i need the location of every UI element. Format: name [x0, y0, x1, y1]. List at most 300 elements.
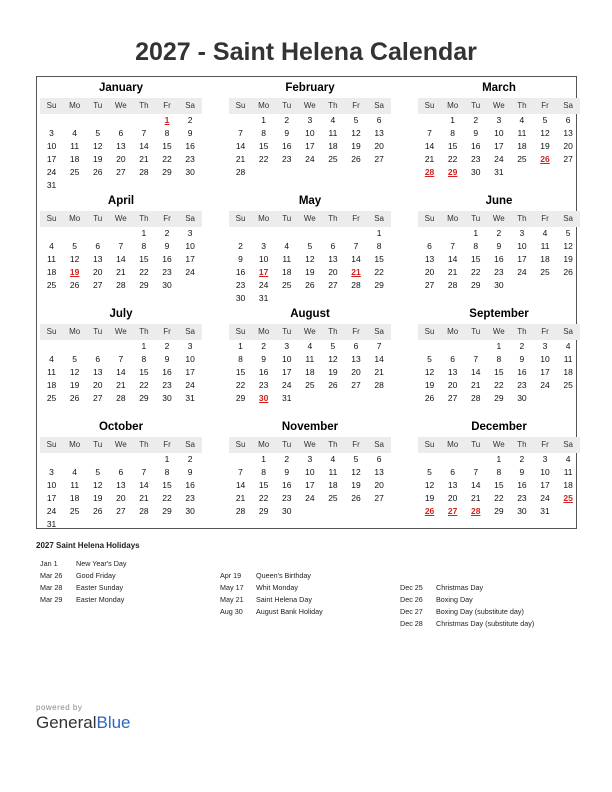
- holiday-list-column: [40, 558, 127, 606]
- day-cell: 16: [494, 254, 504, 264]
- day-cell: 3: [49, 128, 54, 138]
- empty-cell: [229, 227, 252, 240]
- empty-cell: [418, 114, 441, 127]
- weekday-header: [418, 437, 580, 453]
- day-cell: 3: [261, 241, 266, 251]
- day-grid: [229, 114, 391, 179]
- day-cell: 23: [494, 267, 504, 277]
- weekday-label: Fr: [541, 327, 549, 336]
- day-cell: 26: [540, 154, 550, 164]
- day-cell: 29: [162, 167, 172, 177]
- day-cell: 5: [307, 241, 313, 251]
- day-cell: 3: [542, 454, 548, 464]
- day-cell: 26: [328, 380, 338, 390]
- day-cell: 9: [473, 128, 479, 138]
- day-cell: 11: [70, 141, 80, 151]
- empty-cell: [344, 227, 367, 240]
- day-cell: 2: [496, 228, 502, 238]
- day-cell: 13: [374, 467, 384, 477]
- weekday-label: Th: [517, 440, 527, 449]
- day-cell: 24: [494, 154, 504, 164]
- weekday-label: Mo: [258, 327, 270, 336]
- day-cell: 6: [118, 128, 124, 138]
- day-cell: 7: [450, 241, 455, 251]
- day-cell: 27: [328, 280, 338, 290]
- weekday-label: Mo: [258, 440, 270, 449]
- empty-cell: [441, 453, 464, 466]
- day-cell: 6: [427, 241, 432, 251]
- day-cell: 11: [540, 241, 550, 251]
- day-cell: 1: [141, 341, 147, 351]
- day-cell: 28: [116, 280, 126, 290]
- day-cell: 12: [424, 480, 435, 490]
- day-cell: 29: [258, 506, 269, 516]
- day-cell: 12: [69, 254, 80, 264]
- day-cell: 6: [565, 115, 571, 125]
- day-cell: 8: [473, 241, 479, 251]
- day-cell: 6: [376, 115, 382, 125]
- holiday-name: Queen's Birthday: [256, 571, 311, 580]
- day-cell: 1: [164, 115, 170, 125]
- day-cell: 19: [305, 267, 315, 277]
- day-cell: 13: [93, 254, 103, 264]
- weekday-label: Th: [328, 327, 338, 336]
- day-cell: 5: [330, 341, 336, 351]
- day-cell: 16: [471, 141, 481, 151]
- day-cell: 28: [116, 393, 126, 403]
- day-cell: 24: [305, 154, 315, 164]
- day-cell: 3: [307, 454, 313, 464]
- day-cell: 10: [494, 128, 504, 138]
- weekday-label: We: [114, 327, 127, 336]
- day-cell: 23: [517, 380, 527, 390]
- day-cell: 12: [351, 128, 361, 138]
- day-cell: 13: [424, 254, 435, 264]
- day-cell: 15: [258, 141, 269, 151]
- empty-cell: [252, 227, 275, 240]
- day-cell: 4: [72, 128, 77, 138]
- empty-cell: [132, 453, 155, 466]
- weekday-header: [40, 211, 202, 227]
- day-cell: 14: [235, 141, 246, 151]
- day-cell: 18: [46, 380, 57, 390]
- day-cell: 23: [258, 380, 269, 390]
- day-cell: 8: [376, 241, 382, 251]
- day-cell: 10: [258, 254, 269, 264]
- day-cell: 30: [235, 293, 246, 303]
- day-cell: 15: [471, 254, 481, 264]
- day-cell: 26: [424, 506, 435, 516]
- day-cell: 5: [72, 241, 77, 251]
- day-grid: [40, 453, 202, 531]
- day-cell: 31: [494, 167, 504, 177]
- day-cell: 25: [328, 154, 338, 164]
- holiday-date: Jan 1: [40, 559, 58, 568]
- day-cell: 26: [305, 280, 315, 290]
- weekday-label: Su: [235, 214, 246, 223]
- day-cell: 30: [517, 393, 527, 403]
- empty-cell: [464, 340, 487, 353]
- day-cell: 8: [141, 241, 147, 251]
- day-cell: 22: [235, 380, 246, 390]
- holiday-name: Whit Monday: [256, 583, 298, 592]
- day-cell: 12: [93, 480, 103, 490]
- day-cell: 12: [69, 367, 80, 377]
- day-cell: 5: [427, 467, 432, 477]
- day-cell: 11: [328, 467, 338, 477]
- day-cell: 20: [374, 480, 384, 490]
- weekday-label: Mo: [258, 214, 270, 223]
- holiday-row: [400, 582, 534, 594]
- month-name: July: [109, 308, 133, 320]
- holiday-row: [40, 582, 127, 594]
- day-cell: 20: [374, 141, 384, 151]
- weekday-label: Fr: [352, 214, 360, 223]
- day-cell: 10: [540, 354, 550, 364]
- day-cell: 7: [353, 241, 359, 251]
- weekday-label: Su: [235, 440, 246, 449]
- day-cell: 18: [69, 154, 80, 164]
- holiday-name: Boxing Day (substitute day): [436, 607, 524, 616]
- day-cell: 13: [116, 480, 126, 490]
- day-cell: 24: [185, 380, 195, 390]
- day-cell: 23: [185, 154, 195, 164]
- day-grid: [229, 453, 391, 518]
- day-cell: 21: [116, 380, 126, 390]
- day-cell: 24: [305, 493, 315, 503]
- day-cell: 23: [162, 267, 172, 277]
- day-cell: 15: [162, 141, 172, 151]
- day-cell: 4: [565, 341, 571, 351]
- day-cell: 15: [494, 480, 504, 490]
- day-cell: 12: [540, 128, 550, 138]
- holiday-row: [220, 582, 323, 594]
- day-cell: 22: [258, 154, 269, 164]
- day-cell: 8: [238, 354, 243, 364]
- day-cell: 7: [427, 128, 432, 138]
- day-cell: 12: [424, 367, 435, 377]
- day-cell: 6: [330, 241, 336, 251]
- holiday-date: Mar 29: [40, 595, 63, 604]
- day-cell: 27: [374, 493, 384, 503]
- day-cell: 4: [565, 454, 571, 464]
- weekday-label: Tu: [93, 101, 103, 110]
- day-cell: 11: [47, 254, 56, 264]
- day-cell: 7: [118, 354, 124, 364]
- day-cell: 8: [450, 128, 455, 138]
- day-cell: 29: [139, 393, 149, 403]
- day-cell: 2: [164, 228, 170, 238]
- day-cell: 20: [424, 267, 435, 277]
- month-name: March: [482, 82, 516, 94]
- weekday-label: Fr: [541, 101, 549, 110]
- day-cell: 2: [238, 241, 243, 251]
- day-cell: 12: [328, 354, 338, 364]
- weekday-label: Su: [424, 214, 435, 223]
- day-cell: 21: [424, 154, 435, 164]
- day-cell: 10: [46, 480, 57, 490]
- day-cell: 2: [164, 341, 170, 351]
- day-cell: 11: [282, 254, 292, 264]
- day-cell: 29: [447, 167, 458, 177]
- day-cell: 20: [93, 267, 103, 277]
- weekday-label: Th: [139, 101, 149, 110]
- day-cell: 17: [282, 367, 292, 377]
- holiday-row: [400, 618, 534, 630]
- day-cell: 19: [69, 380, 80, 390]
- weekday-label: Sa: [563, 101, 573, 110]
- day-cell: 7: [238, 467, 243, 477]
- day-cell: 12: [305, 254, 315, 264]
- day-cell: 10: [185, 354, 195, 364]
- day-cell: 21: [351, 267, 361, 277]
- day-cell: 28: [139, 167, 149, 177]
- weekday-label: Tu: [93, 214, 103, 223]
- holiday-date: Apr 19: [220, 571, 242, 580]
- day-cell: 2: [261, 341, 266, 351]
- empty-cell: [275, 227, 298, 240]
- day-cell: 25: [46, 280, 57, 290]
- day-cell: 6: [450, 467, 455, 477]
- day-cell: 7: [141, 467, 147, 477]
- weekday-label: Mo: [447, 101, 459, 110]
- day-cell: 25: [69, 167, 80, 177]
- empty-cell: [40, 227, 63, 240]
- day-cell: 18: [69, 493, 80, 503]
- empty-cell: [109, 227, 132, 240]
- day-cell: 28: [447, 280, 458, 290]
- brand-logo: [36, 703, 131, 733]
- generalblue-wordmark: [36, 713, 131, 733]
- day-cell: 24: [540, 493, 550, 503]
- day-cell: 19: [69, 267, 80, 277]
- weekday-label: We: [303, 327, 316, 336]
- weekday-label: Sa: [563, 214, 573, 223]
- day-cell: 31: [282, 393, 292, 403]
- brand-general: General: [36, 713, 97, 732]
- weekday-header: [418, 324, 580, 340]
- day-cell: 25: [563, 493, 573, 503]
- day-cell: 28: [424, 167, 435, 177]
- empty-cell: [86, 114, 109, 127]
- weekday-label: Sa: [185, 327, 195, 336]
- empty-cell: [40, 340, 63, 353]
- day-cell: 21: [116, 267, 126, 277]
- holiday-row: [400, 606, 534, 618]
- day-cell: 30: [185, 506, 195, 516]
- day-cell: 15: [139, 367, 149, 377]
- empty-cell: [86, 227, 109, 240]
- day-cell: 12: [93, 141, 103, 151]
- weekday-label: Sa: [563, 440, 573, 449]
- day-cell: 16: [282, 141, 292, 151]
- weekday-label: Su: [424, 327, 435, 336]
- day-cell: 11: [563, 354, 573, 364]
- holiday-date: Dec 27: [400, 607, 423, 616]
- day-cell: 25: [69, 506, 80, 516]
- day-cell: 17: [185, 254, 195, 264]
- holiday-name: Good Friday: [76, 571, 116, 580]
- day-cell: 15: [258, 480, 269, 490]
- empty-cell: [418, 340, 441, 353]
- day-cell: 20: [328, 267, 338, 277]
- day-cell: 4: [307, 341, 313, 351]
- weekday-label: We: [492, 327, 505, 336]
- day-cell: 16: [235, 267, 246, 277]
- day-cell: 14: [116, 367, 126, 377]
- day-cell: 9: [284, 128, 290, 138]
- day-cell: 14: [471, 480, 481, 490]
- day-cell: 30: [258, 393, 269, 403]
- day-cell: 24: [517, 267, 527, 277]
- empty-cell: [229, 114, 252, 127]
- month-march: [418, 81, 580, 179]
- weekday-header: [229, 437, 391, 453]
- day-cell: 9: [187, 467, 193, 477]
- day-cell: 1: [496, 341, 502, 351]
- day-cell: 30: [282, 506, 292, 516]
- day-cell: 10: [282, 354, 292, 364]
- empty-cell: [464, 453, 487, 466]
- day-cell: 2: [473, 115, 479, 125]
- day-cell: 22: [494, 493, 504, 503]
- day-cell: 28: [351, 280, 361, 290]
- weekday-label: Fr: [352, 327, 360, 336]
- day-cell: 10: [517, 241, 527, 251]
- day-cell: 19: [93, 493, 103, 503]
- day-cell: 20: [116, 154, 126, 164]
- day-cell: 19: [351, 141, 361, 151]
- weekday-label: Sa: [374, 214, 384, 223]
- day-cell: 1: [261, 115, 266, 125]
- day-cell: 21: [374, 367, 384, 377]
- day-cell: 13: [374, 128, 384, 138]
- day-cell: 16: [185, 141, 195, 151]
- day-grid: [418, 453, 580, 518]
- weekday-label: Tu: [471, 440, 481, 449]
- holiday-row: [220, 606, 323, 618]
- day-cell: 4: [49, 354, 54, 364]
- empty-cell: [63, 453, 86, 466]
- weekday-label: Su: [46, 101, 57, 110]
- day-cell: 4: [330, 454, 336, 464]
- holiday-name: Christmas Day: [436, 583, 484, 592]
- holiday-row: [400, 594, 534, 606]
- day-cell: 30: [517, 506, 527, 516]
- day-cell: 30: [162, 393, 172, 403]
- day-grid: [40, 340, 202, 405]
- day-cell: 8: [164, 128, 170, 138]
- day-cell: 24: [282, 380, 292, 390]
- month-october: [40, 420, 202, 531]
- day-cell: 20: [563, 141, 573, 151]
- day-cell: 3: [542, 341, 548, 351]
- day-cell: 14: [447, 254, 458, 264]
- day-cell: 18: [517, 141, 527, 151]
- day-grid: [418, 340, 580, 405]
- day-cell: 22: [139, 267, 149, 277]
- holiday-row: [40, 570, 127, 582]
- day-cell: 30: [471, 167, 481, 177]
- day-cell: 19: [93, 154, 103, 164]
- day-cell: 14: [139, 480, 149, 490]
- day-cell: 25: [517, 154, 527, 164]
- day-cell: 14: [235, 480, 246, 490]
- day-cell: 10: [305, 467, 315, 477]
- day-cell: 22: [139, 380, 149, 390]
- day-cell: 17: [540, 480, 550, 490]
- weekday-label: We: [114, 214, 127, 223]
- month-april: [40, 194, 202, 292]
- day-cell: 11: [563, 467, 573, 477]
- day-cell: 18: [46, 267, 57, 277]
- day-cell: 20: [447, 380, 458, 390]
- day-cell: 22: [494, 380, 504, 390]
- month-january: [40, 81, 202, 192]
- weekday-label: Th: [139, 214, 149, 223]
- day-cell: 3: [187, 341, 193, 351]
- day-cell: 3: [496, 115, 502, 125]
- empty-cell: [109, 340, 132, 353]
- empty-cell: [441, 227, 464, 240]
- day-cell: 19: [563, 254, 573, 264]
- day-cell: 11: [328, 128, 338, 138]
- day-cell: 15: [235, 367, 246, 377]
- weekday-label: We: [303, 101, 316, 110]
- day-cell: 16: [162, 254, 172, 264]
- weekday-label: We: [303, 214, 316, 223]
- day-cell: 4: [284, 241, 290, 251]
- day-cell: 4: [542, 228, 548, 238]
- weekday-header: [418, 98, 580, 114]
- day-cell: 18: [540, 254, 550, 264]
- weekday-label: We: [303, 440, 316, 449]
- empty-cell: [109, 114, 132, 127]
- weekday-label: Tu: [93, 440, 103, 449]
- empty-cell: [229, 453, 252, 466]
- day-cell: 22: [162, 493, 172, 503]
- day-cell: 25: [540, 267, 550, 277]
- day-cell: 18: [282, 267, 292, 277]
- day-cell: 25: [563, 380, 573, 390]
- day-cell: 26: [93, 167, 103, 177]
- month-june: [418, 194, 580, 292]
- weekday-header: [40, 437, 202, 453]
- month-name: December: [471, 421, 527, 433]
- day-cell: 6: [353, 341, 359, 351]
- weekday-label: Sa: [563, 327, 573, 336]
- weekday-label: Su: [46, 440, 57, 449]
- empty-cell: [63, 227, 86, 240]
- day-cell: 24: [46, 506, 57, 516]
- day-cell: 21: [471, 493, 481, 503]
- day-cell: 18: [328, 141, 338, 151]
- day-cell: 27: [116, 506, 126, 516]
- weekday-header: [40, 324, 202, 340]
- day-cell: 17: [258, 267, 269, 277]
- weekday-label: Fr: [541, 214, 549, 223]
- day-cell: 10: [185, 241, 195, 251]
- brand-blue: Blue: [96, 713, 131, 732]
- weekday-label: Tu: [282, 214, 292, 223]
- day-cell: 15: [139, 254, 149, 264]
- day-cell: 18: [563, 367, 573, 377]
- day-cell: 3: [307, 115, 313, 125]
- day-cell: 23: [185, 493, 195, 503]
- day-cell: 15: [447, 141, 458, 151]
- day-cell: 7: [238, 128, 243, 138]
- day-cell: 13: [563, 128, 573, 138]
